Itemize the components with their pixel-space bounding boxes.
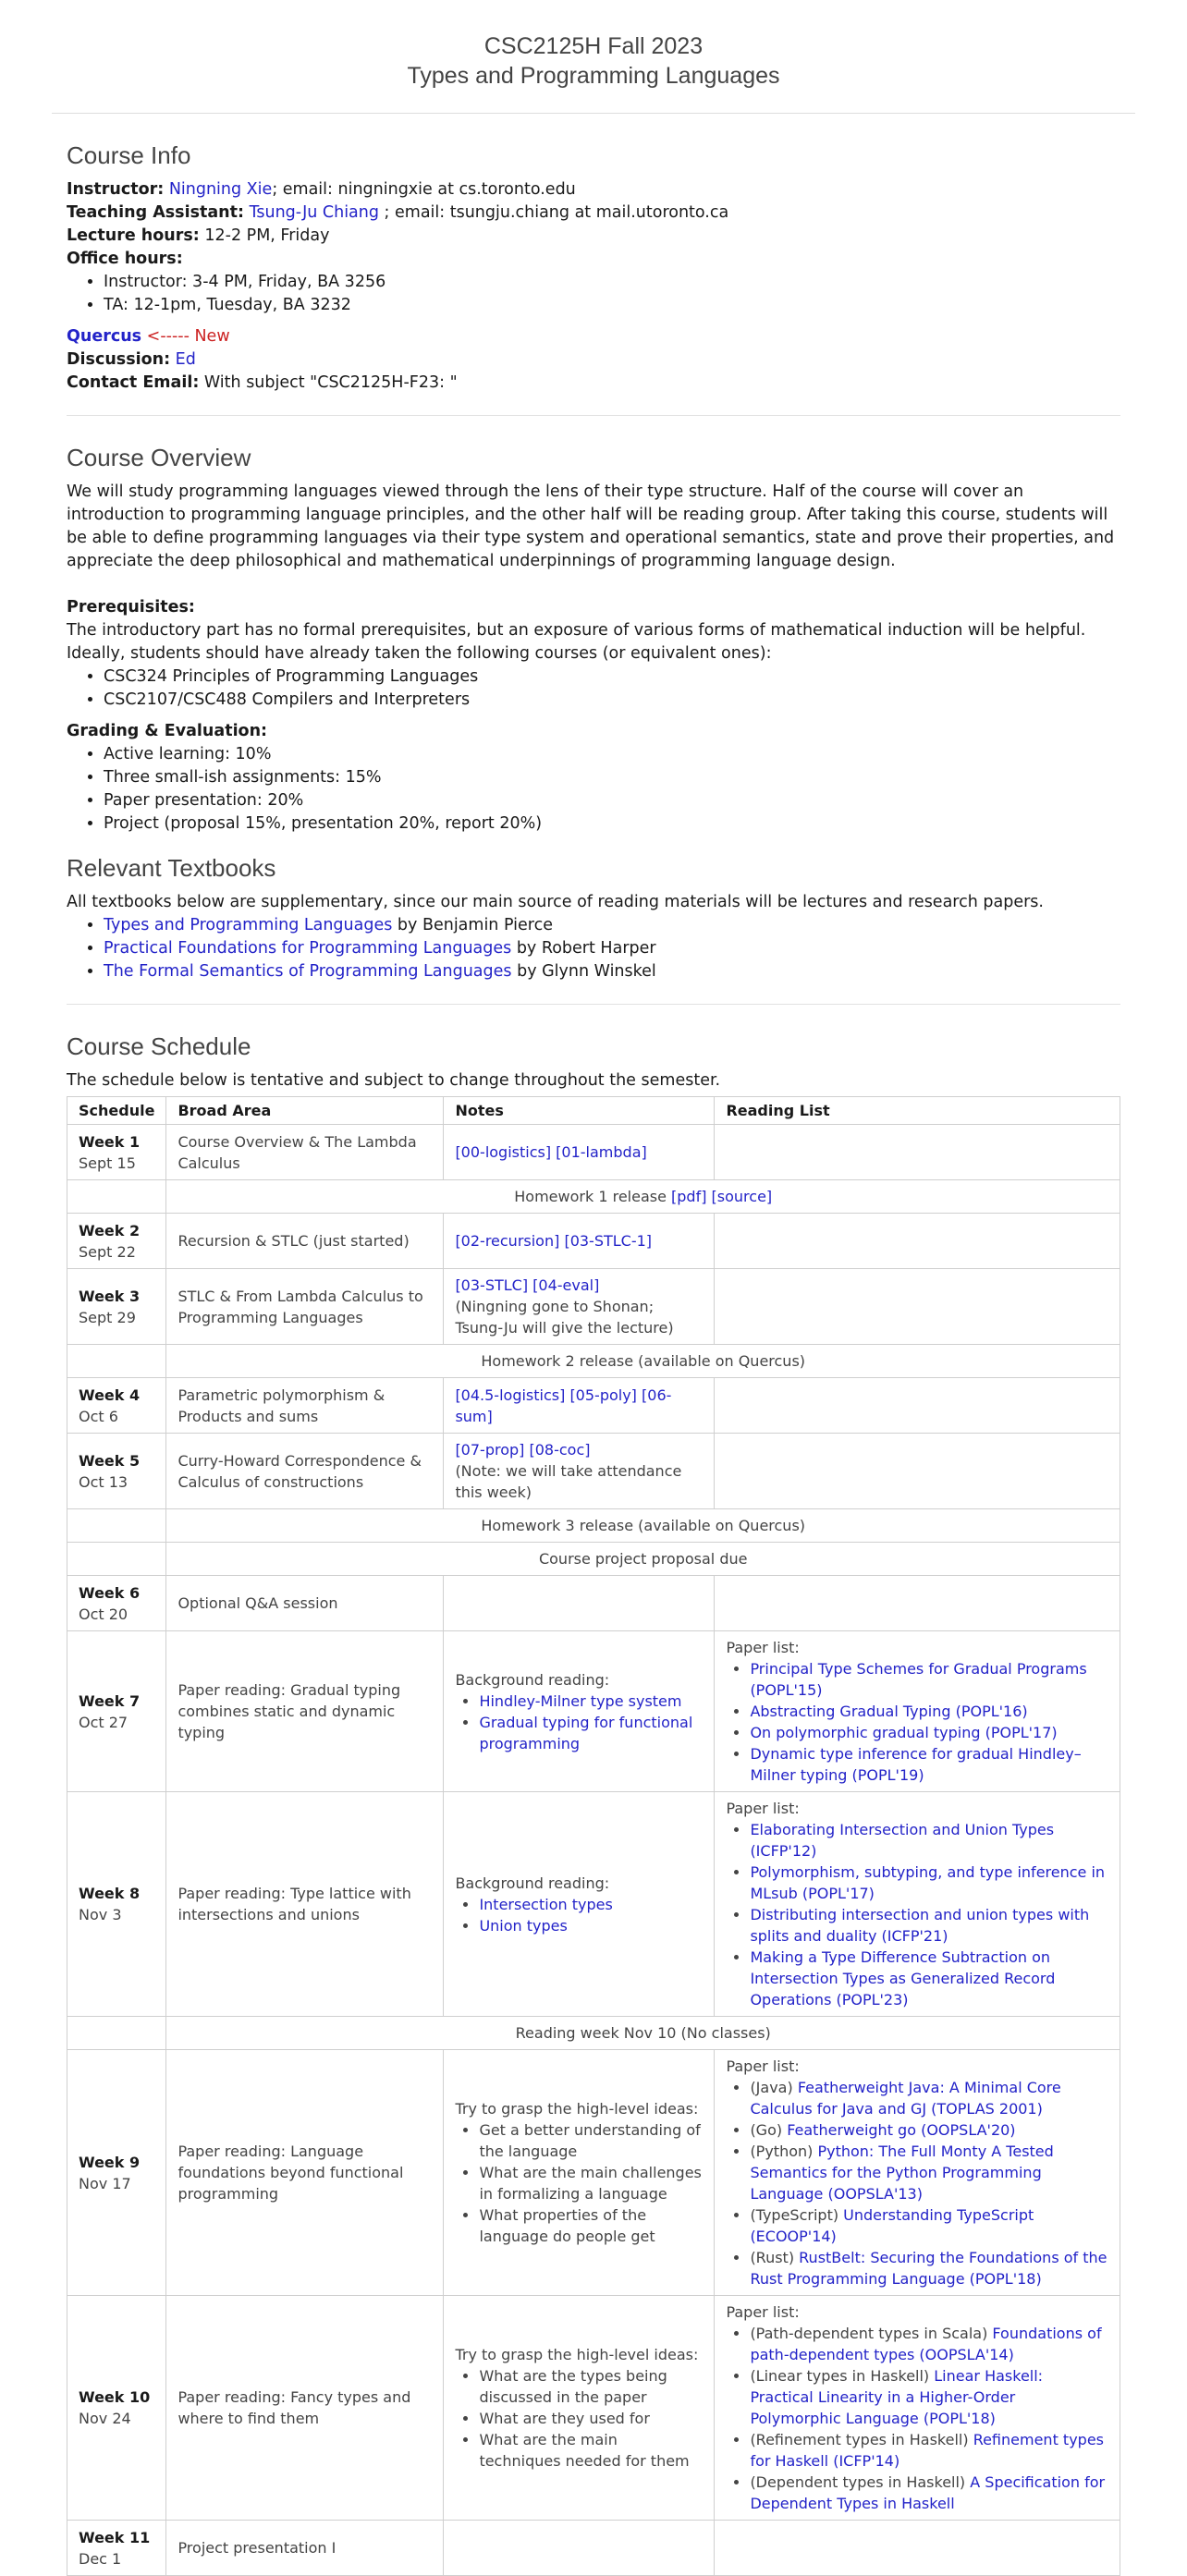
background-link[interactable]: Intersection types <box>479 1895 613 1913</box>
paper-prefix: (Java) <box>750 2079 798 2096</box>
homework-1-source-link[interactable]: [source] <box>711 1188 773 1205</box>
list-item <box>750 2204 1108 2247</box>
week-label: Week 11 <box>79 2528 151 2546</box>
office-hours-line <box>67 248 1120 271</box>
week-date: Sept 22 <box>79 1242 136 1261</box>
textbook-author: by Benjamin Pierce <box>392 916 553 934</box>
textbooks-list <box>67 914 1120 983</box>
paper-list <box>726 1658 1108 1786</box>
textbook-item <box>104 937 1120 960</box>
area-cell: Curry-Howard Correspondence & Calculus of constructions <box>166 1434 444 1509</box>
instructor-label: Instructor: <box>67 180 165 199</box>
reading-cell <box>715 1269 1120 1345</box>
notes-label: Try to grasp the high-level ideas: <box>455 2100 699 2118</box>
announcement-cell: Reading week Nov 10 (No classes) <box>166 2017 1120 2050</box>
main-content <box>0 114 1187 2576</box>
paper-link[interactable]: Principal Type Schemes for Gradual Programs (POPL'15) <box>750 1660 1087 1699</box>
week-date: Dec 1 <box>79 2549 122 2568</box>
discussion-label: Discussion: <box>67 350 171 369</box>
new-tag: <----- New <box>141 327 230 346</box>
table-row <box>67 1543 1120 1576</box>
paper-link[interactable]: Making a Type Difference Subtraction on Intersection Types as Generalized Record Operations (POPL'23) <box>750 1948 1056 2008</box>
paper-link[interactable]: Abstracting Gradual Typing (POPL'16) <box>750 1703 1028 1720</box>
textbooks-intro: All textbooks below are supplementary, since our main source of reading materials will be lectures and research papers. <box>67 893 1044 911</box>
list-item <box>479 1915 703 1936</box>
week-cell <box>67 1378 166 1434</box>
table-row <box>67 1792 1120 2017</box>
week-label: Week 4 <box>79 1386 141 1404</box>
slides-link[interactable]: [03-STLC] <box>455 1276 529 1294</box>
paper-prefix: (Rust) <box>750 2249 800 2266</box>
textbook-link[interactable]: Practical Foundations for Programming Languages <box>104 939 512 958</box>
table-row <box>67 2050 1120 2296</box>
area-cell: Paper reading: Type lattice with intersections and unions <box>166 1792 444 2017</box>
overview-paragraph: We will study programming languages viewed through the lens of their type structure. Half of the course will cover an introduction to programming language principles, and the other half will be reading group. After taking this course, students will be able to define programming languages via their type system and operational semantics, state and prove their properties, and appreciate the deep philosophical and mathematical underpinnings of programming language design. <box>67 482 1115 570</box>
list-item <box>479 1712 703 1754</box>
reading-cell <box>715 2521 1120 2576</box>
contact-line <box>67 372 1120 395</box>
ed-link[interactable]: Ed <box>175 350 196 369</box>
list-item <box>750 1743 1108 1786</box>
list-item <box>750 2323 1108 2365</box>
lecture-note: (Note: we will take attendance this week) <box>455 1462 682 1501</box>
reading-cell <box>715 1434 1120 1509</box>
lecture-hours-line <box>67 225 1120 248</box>
empty-cell <box>67 1345 166 1378</box>
slides-link[interactable]: [07-prop] <box>455 1441 525 1459</box>
week-cell <box>67 1792 166 2017</box>
notes-cell <box>444 2050 715 2296</box>
week-date: Oct 6 <box>79 1407 118 1425</box>
table-row <box>67 1345 1120 1378</box>
grading-list <box>67 743 1120 836</box>
list-item <box>750 1904 1108 1947</box>
notes-cell <box>444 1269 715 1345</box>
prerequisite-item: • CSC2107/CSC488 Compilers and Interpreters <box>104 689 1120 712</box>
week-label: Week 9 <box>79 2153 141 2171</box>
paper-list <box>726 2077 1108 2289</box>
prerequisites-list <box>67 665 1120 712</box>
prerequisites-label-line <box>67 596 1120 619</box>
table-row <box>67 1509 1120 1543</box>
paper-list-label: Paper list: <box>726 1639 800 1656</box>
column-header: Schedule <box>67 1097 166 1125</box>
schedule-heading: Course Schedule <box>67 1032 251 1060</box>
list-item <box>479 1691 703 1712</box>
table-row <box>67 2017 1120 2050</box>
notes-label: Try to grasp the high-level ideas: <box>455 2346 699 2363</box>
week-cell <box>67 1576 166 1631</box>
list-item <box>750 2119 1108 2141</box>
homework-1-pdf-link[interactable]: [pdf] <box>671 1188 707 1205</box>
instructor-link[interactable]: Ningning Xie <box>168 180 273 199</box>
reading-cell <box>715 1576 1120 1631</box>
textbook-item <box>104 960 1120 983</box>
week-date: Oct 13 <box>79 1472 128 1491</box>
page-header <box>0 0 1187 91</box>
office-hours-item: • TA: 12-1pm, Tuesday, BA 3232 <box>104 294 1120 317</box>
reading-cell <box>715 2296 1120 2521</box>
list-item <box>750 2077 1108 2119</box>
slides-link[interactable]: [05-poly] <box>569 1386 637 1404</box>
notes-cell <box>444 2296 715 2521</box>
announcement-cell: Course project proposal due <box>166 1543 1120 1576</box>
list-item <box>750 1819 1108 1862</box>
week-cell <box>67 2521 166 2576</box>
slides-link[interactable]: [04.5-logistics] <box>455 1386 566 1404</box>
quercus-link[interactable]: Quercus <box>67 327 142 346</box>
instructor-line <box>67 178 1120 201</box>
paper-list <box>726 1819 1108 2010</box>
week-date: Sept 29 <box>79 1308 136 1326</box>
quercus-line <box>67 325 1120 348</box>
list-item <box>750 1722 1108 1743</box>
empty-cell <box>67 1543 166 1576</box>
ta-link[interactable]: Tsung-Ju Chiang <box>249 203 379 222</box>
area-cell: Paper reading: Language foundations beyond functional programming <box>166 2050 444 2296</box>
week-cell <box>67 1214 166 1269</box>
table-row <box>67 1214 1120 1269</box>
area-cell: Parametric polymorphism & Products and sums <box>166 1378 444 1434</box>
list-item: • Get a better understanding of the language <box>479 2119 703 2162</box>
reading-cell <box>715 2050 1120 2296</box>
paper-prefix: (Dependent types in Haskell) <box>750 2473 971 2491</box>
prerequisites-text: The introductory part has no formal prerequisites, but an exposure of various forms of mathematical induction will be helpful. <box>67 621 1086 640</box>
textbook-author: by Robert Harper <box>511 939 656 958</box>
paper-link[interactable]: A Specification for Dependent Types in Haskell <box>750 2473 1106 2512</box>
week-label: Week 8 <box>79 1885 141 1902</box>
paper-link[interactable]: Python: The Full Monty A Tested Semantics for the Python Programming Language (OOPSLA'13) <box>750 2143 1054 2203</box>
prerequisites-label: Prerequisites: <box>67 598 195 617</box>
week-label: Week 6 <box>79 1583 141 1602</box>
list-item: • What properties of the language do people get <box>479 2204 703 2247</box>
table-row <box>67 1576 1120 1631</box>
discussion-line <box>67 348 1120 372</box>
list-item: • What are the main techniques needed for them <box>479 2429 703 2472</box>
table-header-row <box>67 1097 1120 1125</box>
week-label: Week 10 <box>79 2388 151 2406</box>
table-row <box>67 1434 1120 1509</box>
textbook-author: by Glynn Winskel <box>511 962 656 981</box>
ta-label: Teaching Assistant: <box>67 203 244 222</box>
notes-cell <box>444 1378 715 1434</box>
list-item <box>750 2429 1108 2472</box>
list-item <box>750 1947 1108 2010</box>
week-label: Week 7 <box>79 1691 141 1710</box>
week-date: Nov 17 <box>79 2174 131 2192</box>
paper-link[interactable]: Elaborating Intersection and Union Types (ICFP'12) <box>750 1821 1055 1860</box>
textbooks-heading: Relevant Textbooks <box>67 854 276 882</box>
notes-list <box>455 2119 703 2247</box>
list-item <box>750 1658 1108 1701</box>
notes-cell <box>444 1631 715 1792</box>
office-hours-label: Office hours: <box>67 250 183 268</box>
list-item <box>479 1894 703 1915</box>
list-item <box>750 2141 1108 2204</box>
week-date: Nov 3 <box>79 1906 122 1923</box>
week-label: Week 1 <box>79 1132 141 1151</box>
list-item: • What are the types being discussed in the paper <box>479 2365 703 2408</box>
notes-cell <box>444 2521 715 2576</box>
area-cell: Recursion & STLC (just started) <box>166 1214 444 1269</box>
list-item <box>750 2247 1108 2289</box>
table-row <box>67 1269 1120 1345</box>
area-cell: Paper reading: Gradual typing combines static and dynamic typing <box>166 1631 444 1792</box>
table-row <box>67 1631 1120 1792</box>
lecture-hours-value: 12-2 PM, Friday <box>199 226 330 245</box>
announcement-cell: Homework 2 release (available on Quercus) <box>166 1345 1120 1378</box>
slides-link[interactable]: [01-lambda] <box>556 1143 647 1161</box>
paper-list <box>726 2323 1108 2514</box>
area-cell: STLC & From Lambda Calculus to Programming Languages <box>166 1269 444 1345</box>
table-row <box>67 1378 1120 1434</box>
area-cell: Course Overview & The Lambda Calculus <box>166 1125 444 1180</box>
prerequisite-item: • CSC324 Principles of Programming Languages <box>104 665 1120 689</box>
paper-link[interactable]: Distributing intersection and union types with splits and duality (ICFP'21) <box>750 1906 1090 1945</box>
contact-label: Contact Email: <box>67 373 200 392</box>
empty-cell <box>67 1180 166 1214</box>
week-date: Nov 24 <box>79 2410 131 2427</box>
notes-cell <box>444 1576 715 1631</box>
reading-cell <box>715 1792 1120 2017</box>
paper-link[interactable]: Featherweight Java: A Minimal Core Calculus for Java and GJ (TOPLAS 2001) <box>750 2079 1061 2118</box>
schedule-table <box>67 1096 1120 2576</box>
lecture-hours-label: Lecture hours: <box>67 226 200 245</box>
table-row <box>67 2521 1120 2576</box>
week-cell <box>67 1125 166 1180</box>
column-header: Notes <box>444 1097 715 1125</box>
prerequisites-text: Ideally, students should have already taken the following courses (or equivalent ones): <box>67 644 772 663</box>
notes-cell <box>444 1214 715 1269</box>
office-hours-list <box>67 271 1120 317</box>
paper-link[interactable]: Polymorphism, subtyping, and type inference in MLsub (POPL'17) <box>750 1863 1106 1902</box>
background-link[interactable]: Gradual typing for functional programming <box>479 1713 693 1752</box>
course-overview-heading: Course Overview <box>67 444 251 471</box>
week-label: Week 3 <box>79 1287 141 1305</box>
textbook-item <box>104 914 1120 937</box>
table-row <box>67 2296 1120 2521</box>
area-cell: Paper reading: Fancy types and where to find them <box>166 2296 444 2521</box>
office-hours-item: • Instructor: 3-4 PM, Friday, BA 3256 <box>104 271 1120 294</box>
paper-list-label: Paper list: <box>726 1800 800 1817</box>
week-cell <box>67 1269 166 1345</box>
paper-link[interactable]: Featherweight go (OOPSLA'20) <box>787 2121 1016 2139</box>
slides-link[interactable]: [02-recursion] <box>455 1232 560 1250</box>
area-cell: Project presentation I <box>166 2521 444 2576</box>
table-row <box>67 1180 1120 1214</box>
background-link[interactable]: Union types <box>479 1916 568 1935</box>
announcement-cell: Homework 3 release (available on Quercus) <box>166 1509 1120 1543</box>
background-reading-list <box>455 1894 703 1936</box>
announcement-cell <box>166 1180 1120 1214</box>
grading-label: Grading & Evaluation: <box>67 722 268 740</box>
paper-list-label: Paper list: <box>726 2303 800 2321</box>
paper-prefix: (Path-dependent types in Scala) <box>750 2325 993 2342</box>
notes-cell <box>444 1434 715 1509</box>
background-reading-label: Background reading: <box>455 1874 610 1892</box>
empty-cell <box>67 2017 166 2050</box>
notes-list <box>455 2365 703 2472</box>
paper-prefix: (TypeScript) <box>750 2206 844 2224</box>
notes-cell <box>444 1792 715 2017</box>
list-item: • What are they used for <box>479 2408 703 2429</box>
list-item <box>750 1701 1108 1722</box>
grading-label-line <box>67 720 1120 743</box>
ta-email: ; email: tsungju.chiang at mail.utoronto.ca <box>378 203 729 222</box>
schedule-intro: The schedule below is tentative and subject to change throughout the semester. <box>67 1071 721 1090</box>
paper-prefix: (Go) <box>750 2121 788 2139</box>
week-cell <box>67 2050 166 2296</box>
list-item <box>750 2365 1108 2429</box>
week-date: Sept 15 <box>79 1154 136 1172</box>
grading-item: • Paper presentation: 20% <box>104 789 1120 812</box>
paper-link[interactable]: Linear Haskell: Practical Linearity in a Higher-Order Polymorphic Language (POPL'18) <box>750 2367 1044 2427</box>
column-header: Reading List <box>715 1097 1120 1125</box>
grading-item: • Three small-ish assignments: 15% <box>104 766 1120 789</box>
paper-link[interactable]: Dynamic type inference for gradual Hindley–Milner typing (POPL'19) <box>750 1745 1082 1784</box>
slides-link[interactable]: [00-logistics] <box>455 1143 552 1161</box>
paper-link[interactable]: Foundations of path-dependent types (OOPSLA'14) <box>750 2325 1102 2363</box>
homework-1-text: Homework 1 release <box>514 1188 672 1205</box>
list-item <box>750 1862 1108 1904</box>
area-cell: Optional Q&A session <box>166 1576 444 1631</box>
column-header: Broad Area <box>166 1097 444 1125</box>
week-label: Week 2 <box>79 1221 141 1239</box>
week-date: Oct 20 <box>79 1605 128 1623</box>
table-row <box>67 1125 1120 1180</box>
slides-link[interactable]: [03-STLC-1] <box>564 1232 653 1250</box>
contact-value: With subject "CSC2125H-F23: " <box>199 373 458 392</box>
notes-cell <box>444 1125 715 1180</box>
textbook-link[interactable]: Types and Programming Languages <box>104 916 393 934</box>
background-link[interactable]: Hindley-Milner type system <box>479 1691 682 1710</box>
instructor-email: ; email: ningningxie at cs.toronto.edu <box>272 180 576 199</box>
paper-link[interactable]: Understanding TypeScript (ECOOP'14) <box>750 2206 1034 2245</box>
paper-prefix: (Linear types in Haskell) <box>750 2367 935 2385</box>
reading-cell <box>715 1378 1120 1434</box>
reading-cell <box>715 1631 1120 1792</box>
week-cell <box>67 2296 166 2521</box>
page-subtitle: Types and Programming Languages <box>407 63 780 89</box>
lecture-note: (Ningning gone to Shonan; Tsung-Ju will give the lecture) <box>455 1298 674 1337</box>
paper-prefix: (Python) <box>750 2143 818 2160</box>
reading-cell <box>715 1125 1120 1180</box>
reading-cell <box>715 1214 1120 1269</box>
week-date: Oct 27 <box>79 1713 128 1731</box>
week-cell <box>67 1434 166 1509</box>
paper-link[interactable]: RustBelt: Securing the Foundations of the Rust Programming Language (POPL'18) <box>750 2249 1107 2288</box>
textbook-link[interactable]: The Formal Semantics of Programming Languages <box>104 962 512 981</box>
week-label: Week 5 <box>79 1451 141 1470</box>
background-reading-list <box>455 1691 703 1754</box>
background-reading-label: Background reading: <box>455 1670 610 1689</box>
slides-link[interactable]: [06-sum] <box>455 1386 672 1425</box>
list-item: • What are the main challenges in formalizing a language <box>479 2162 703 2204</box>
ta-line <box>67 201 1120 225</box>
grading-item: • Active learning: 10% <box>104 743 1120 766</box>
slides-link[interactable]: [04-eval] <box>532 1276 600 1294</box>
grading-item: • Project (proposal 15%, presentation 20%, report 20%) <box>104 812 1120 836</box>
page-title: CSC2125H Fall 2023 <box>483 33 704 59</box>
paper-list-label: Paper list: <box>726 2057 800 2075</box>
slides-link[interactable]: [08-coc] <box>529 1441 591 1459</box>
empty-cell <box>67 1509 166 1543</box>
paper-link[interactable]: Refinement types for Haskell (ICFP'14) <box>750 2431 1104 2470</box>
paper-link[interactable]: On polymorphic gradual typing (POPL'17) <box>750 1724 1058 1741</box>
list-item <box>750 2472 1108 2514</box>
week-cell <box>67 1631 166 1792</box>
course-info-heading: Course Info <box>67 141 191 169</box>
paper-prefix: (Refinement types in Haskell) <box>750 2431 973 2448</box>
